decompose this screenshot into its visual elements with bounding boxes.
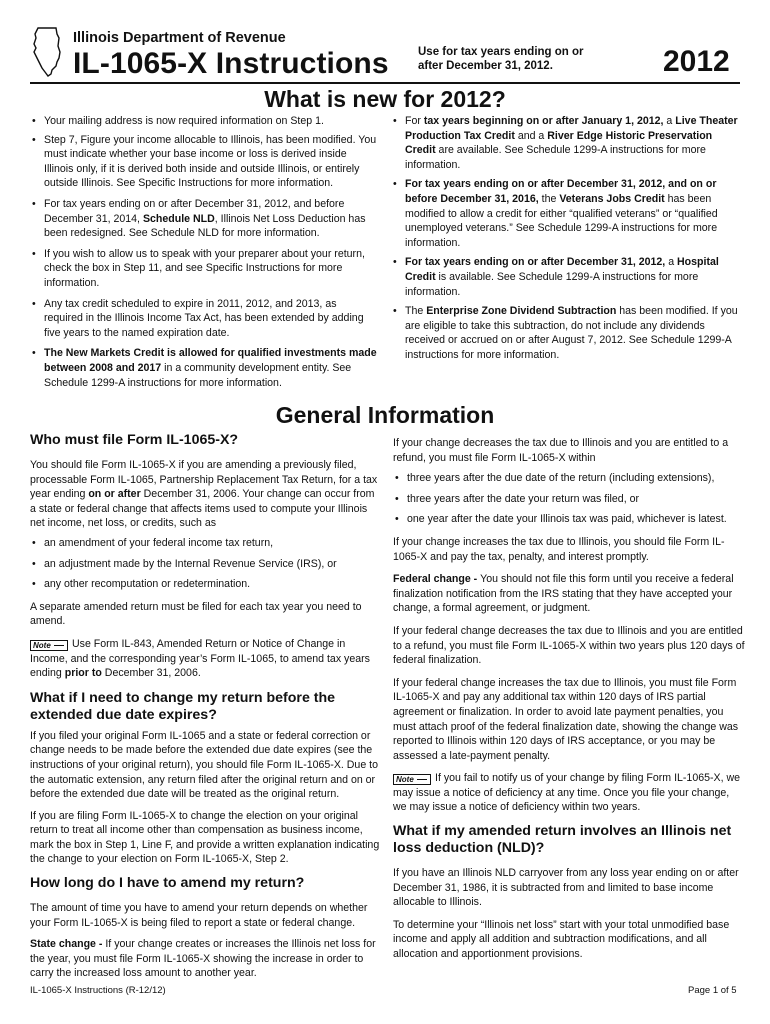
list-item: • an amendment of your federal income tax return, bbox=[30, 536, 380, 551]
general-right-column bbox=[393, 436, 745, 962]
general-left-column bbox=[30, 432, 380, 981]
list-item: • For tax years ending on or after December 31, 2012, and on or before December 31, 2016, the Veterans Jobs Credit has been modified to allow a credit for either “qualified veterans” or “qualified unemployed veterans.” See Schedule 1299-A instructions for more information. bbox=[391, 177, 741, 250]
list-item: • Your mailing address is now required information on Step 1. bbox=[30, 114, 378, 129]
list-item: • For tax years ending on or after December 31, 2012, and before December 31, 2014, Schedule NLD, Illinois Net Loss Deduction has been redesigned. See Schedule NLD for more information. bbox=[30, 197, 378, 241]
paragraph: If your federal change decreases the tax due to Illinois and you are entitled to a refund, you must file Form IL-1065-X within two years plus 120 days of federal finalization. bbox=[393, 624, 745, 667]
list-item: • any other recomputation or redetermination. bbox=[30, 577, 380, 592]
list-item: • one year after the date your Illinois tax was paid, whichever is latest. bbox=[393, 512, 745, 527]
list-item: • Any tax credit scheduled to expire in 2011, 2012, and 2013, as required in the Illinois Income Tax Act, has been extended by adding five years to the named expiration date. bbox=[30, 297, 378, 341]
paragraph: If your change decreases the tax due to Illinois and you are entitled to a refund, you must file Form IL-1065-X within bbox=[393, 437, 729, 464]
paragraph: To determine your “Illinois net loss” start with your total unmodified base income and apply all addition and subtraction modifications, and all allocation and apportionment provisions. bbox=[393, 918, 730, 961]
list-item: • three years after the due date of the return (including extensions), bbox=[393, 471, 745, 486]
list-item: • For tax years ending on or after December 31, 2012, a Hospital Credit is available. See Schedule 1299-A instructions for more information. bbox=[391, 255, 741, 299]
list-item: • Step 7, Figure your income allocable to Illinois, has been modified. You must indicate whether your base income or loss is derived inside Illinois only, if it is derived both inside and outside Illinois, or entirely outside Illinois. See Specific Instructions for more information. bbox=[30, 133, 378, 191]
paragraph: Federal change - You should not file this form until you receive a federal finalization notification from the IRS stating that they have accepted your change, a formal agreement, or judgment. bbox=[393, 573, 734, 615]
list-item: • The New Markets Credit is allowed for qualified investments made between 2008 and 2017 in a community development entity. See Schedule 1299-A instructions for more information. bbox=[30, 346, 378, 390]
applicability-note: Use for tax years ending on or after December 31, 2012. bbox=[418, 46, 584, 72]
agency-name: Illinois Department of Revenue bbox=[73, 30, 286, 46]
note-icon: Note bbox=[30, 640, 68, 651]
list-item: • three years after the date your return was filed, or bbox=[393, 492, 745, 507]
page-number: Page 1 of 5 bbox=[688, 985, 737, 996]
illinois-outline-icon bbox=[30, 26, 66, 78]
section-heading-how-long: How long do I have to amend my return? bbox=[30, 875, 305, 892]
list-item: • For tax years beginning on or after January 1, 2012, a Live Theater Production Tax Credit and a River Edge Historic Preservation Credit are available. See Schedule 1299-A instructions for more information. bbox=[391, 114, 741, 172]
section-heading-change-before-due-date: What if I need to change my return before the extended due date expires? bbox=[30, 689, 336, 723]
note-paragraph: Note If you fail to notify us of your change by filing Form IL-1065-X, we may issue a notice of deficiency at any time. Once you file your change, we may issue a notice of deficiency within two years. bbox=[393, 772, 741, 814]
whats-new-heading: What is new for 2012? bbox=[264, 86, 506, 112]
paragraph: If your federal change increases the tax due to Illinois, you must file Form IL-1065-X and pay any additional tax within 120 days of IRS partial agreement or finalization. In order to avoid late payment penalties, you must attach proof of the federal finalization date, showing the change was reported to Illinois within 120 days of IRS acceptance, or you may be assessed a late-payment penalty. bbox=[393, 676, 739, 762]
illinois-logo bbox=[30, 26, 66, 78]
paragraph: You should file Form IL-1065-X if you are amending a previously filed, processable Form IL-1065, Partnership Replacement Tax Return, for a tax year ending on or after December 31, 2006. Your change can occur from a state or federal change that affects items used to compute your Illinois net income, net loss, or credits, such as bbox=[30, 459, 378, 530]
paragraph: A separate amended return must be filed for each tax year you need to amend. bbox=[30, 600, 362, 628]
list-item: • an adjustment made by the Internal Revenue Service (IRS), or bbox=[30, 557, 380, 572]
paragraph: If your change increases the tax due to Illinois, you should file Form IL-1065-X and pay the tax, penalty, and interest promptly. bbox=[393, 535, 725, 563]
note-icon: Note bbox=[393, 774, 431, 785]
form-revision-id: IL-1065-X Instructions (R-12/12) bbox=[30, 985, 166, 996]
section-heading-who-must-file: Who must file Form IL-1065-X? bbox=[30, 432, 239, 448]
whats-new-left-column bbox=[30, 114, 378, 390]
paragraph: If you filed your original Form IL-1065 and a state or federal correction or change needs to be made before the extended due date expires (see the instructions of your original return), you should file Form IL-1065-X. Due to the automatic extension, any return filed after the original return and on or before the extended due date will be treated as the original return. bbox=[30, 729, 378, 801]
list-item: • If you wish to allow us to speak with your preparer about your return, check the box in Step 11, and see Specific Instructions for more information. bbox=[30, 247, 378, 291]
general-information-heading: General Information bbox=[275, 402, 495, 428]
list-item: • The Enterprise Zone Dividend Subtraction has been modified. If you are eligible to take this subtraction, do not include any dividends received or accrued on or after August 7, 2012. See Schedule 1299-A instructions for more information. bbox=[391, 304, 741, 362]
paragraph: The amount of time you have to amend your return depends on whether your Form IL-1065-X is being filed to report a state or federal change. bbox=[30, 902, 368, 929]
note-paragraph: Note Use Form IL-843, Amended Return or Notice of Change in Income, and the corresponding year’s Form IL-1065, to amend tax years ending prior to December 31, 2006. bbox=[30, 637, 370, 680]
whats-new-right-column bbox=[391, 114, 741, 363]
document-title: IL-1065-X Instructions bbox=[73, 47, 389, 80]
paragraph: If you have an Illinois NLD carryover from any loss year ending on or after December 31, 1986, it is subtracted from and limited to base income allocable to Illinois. bbox=[393, 867, 739, 909]
paragraph: If you are filing Form IL-1065-X to change the election on your original return to treat all income other than compensation as business income, mark the box in Step 1, Line F, and provide a written explanation indicating the change to your election on Form IL-1065-X, Step 2. bbox=[30, 809, 380, 866]
paragraph: State change - If your change creates or increases the Illinois net loss for the year, you must file Form IL-1065-X showing the increase in order to carry the increased loss amount to another year. bbox=[30, 938, 376, 980]
section-heading-net-loss-deduction: What if my amended return involves an Illinois net loss deduction (NLD)? bbox=[393, 823, 732, 857]
tax-year: 2012 bbox=[663, 45, 730, 78]
header-rule bbox=[30, 82, 740, 84]
